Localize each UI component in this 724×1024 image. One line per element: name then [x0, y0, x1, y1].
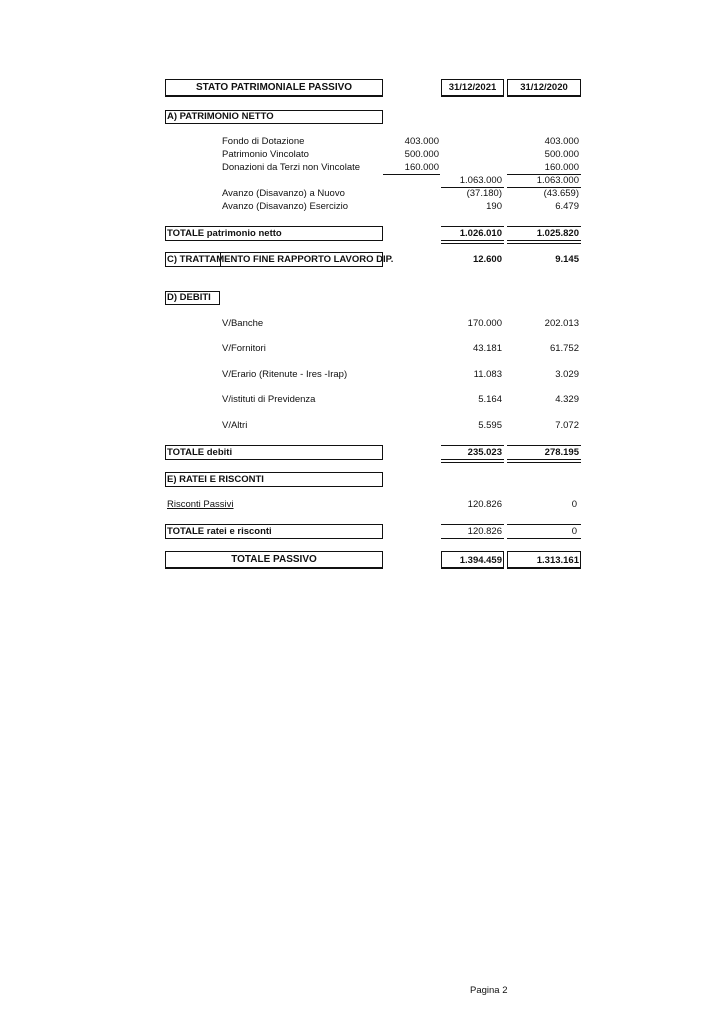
total-rule-2021	[441, 524, 504, 525]
row-2020: 7.072	[555, 420, 579, 431]
row-label: Avanzo (Disavanzo) Esercizio	[222, 201, 349, 212]
total-debiti-2021: 235.023	[467, 447, 502, 458]
page-title: STATO PATRIMONIALE PASSIVO	[195, 82, 353, 93]
subtotal-rule-partial	[383, 174, 440, 175]
row-2020: 160.000	[544, 162, 579, 173]
row-label: V/Altri	[222, 420, 248, 431]
row-2021: 170.000	[467, 318, 502, 329]
row-partial: 500.000	[404, 149, 439, 160]
total-underline-2021	[441, 538, 504, 539]
total-ratei-2021: 120.826	[467, 526, 502, 537]
total-debiti-label: TOTALE debiti	[167, 447, 233, 458]
total-rule-2020	[507, 524, 581, 525]
grand-total-2020: 1.313.161	[536, 555, 579, 566]
row-2020: 3.029	[555, 369, 579, 380]
row-label: V/istituti di Previdenza	[222, 394, 316, 405]
total-rule-2020	[507, 445, 581, 446]
section-e-title: E) RATEI E RISCONTI	[167, 474, 264, 485]
total-dline-2021	[441, 459, 504, 463]
total-dline-2020	[507, 459, 581, 463]
grand-total-label: TOTALE PASSIVO	[231, 554, 317, 565]
total-patrimonio-label: TOTALE patrimonio netto	[167, 228, 282, 239]
risconti-2020: 0	[571, 499, 577, 510]
row-label: V/Banche	[222, 318, 264, 329]
row-label: Patrimonio Vincolato	[222, 149, 309, 160]
total-rule-2021	[441, 226, 504, 227]
row-label: Donazioni da Terzi non Vincolate	[222, 162, 361, 173]
tfr-label: C) TRATTAMENTO FINE RAPPORTO LAVORO DIP.	[167, 254, 394, 265]
section-d-title: D) DEBITI	[167, 292, 211, 303]
row-2020: (43.659)	[543, 188, 579, 199]
subtotal-2021: 1.063.000	[459, 175, 502, 186]
row-2021: 43.181	[472, 343, 502, 354]
row-label: Avanzo (Disavanzo) a Nuovo	[222, 188, 345, 199]
risconti-2021: 120.826	[467, 499, 502, 510]
section-a-title: A) PATRIMONIO NETTO	[167, 111, 274, 122]
col-header-2021: 31/12/2021	[448, 82, 497, 93]
row-label: Fondo di Dotazione	[222, 136, 305, 147]
row-2021: 5.164	[478, 394, 502, 405]
row-2020: 500.000	[544, 149, 579, 160]
tfr-2020: 9.145	[555, 254, 579, 265]
row-label: V/Erario (Ritenute - Ires -Irap)	[222, 369, 348, 380]
row-2020: 4.329	[555, 394, 579, 405]
row-2020: 202.013	[544, 318, 579, 329]
total-patrimonio-2021: 1.026.010	[459, 228, 502, 239]
row-partial: 403.000	[404, 136, 439, 147]
row-2021: (37.180)	[466, 188, 502, 199]
total-patrimonio-2020: 1.025.820	[536, 228, 579, 239]
total-ratei-2020: 0	[571, 526, 577, 537]
col-header-2020: 31/12/2020	[520, 82, 568, 93]
page-number: Pagina 2	[470, 985, 508, 996]
total-ratei-label: TOTALE ratei e risconti	[167, 526, 272, 537]
tfr-2021: 12.600	[472, 254, 502, 265]
total-rule-2021	[441, 445, 504, 446]
total-dline-2020	[507, 240, 581, 244]
row-2020: 61.752	[549, 343, 579, 354]
grand-total-2021: 1.394.459	[459, 555, 502, 566]
row-label: V/Fornitori	[222, 343, 266, 354]
row-2020: 6.479	[555, 201, 579, 212]
total-dline-2021	[441, 240, 504, 244]
risconti-label: Risconti Passivi	[167, 499, 234, 510]
row-2021: 5.595	[478, 420, 502, 431]
row-2021: 11.083	[473, 369, 502, 380]
subtotal-2020: 1.063.000	[536, 175, 579, 186]
row-partial: 160.000	[404, 162, 439, 173]
total-debiti-2020: 278.195	[544, 447, 579, 458]
row-2021: 190	[486, 201, 502, 212]
total-rule-2020	[507, 226, 581, 227]
total-underline-2020	[507, 538, 581, 539]
row-2020: 403.000	[544, 136, 579, 147]
